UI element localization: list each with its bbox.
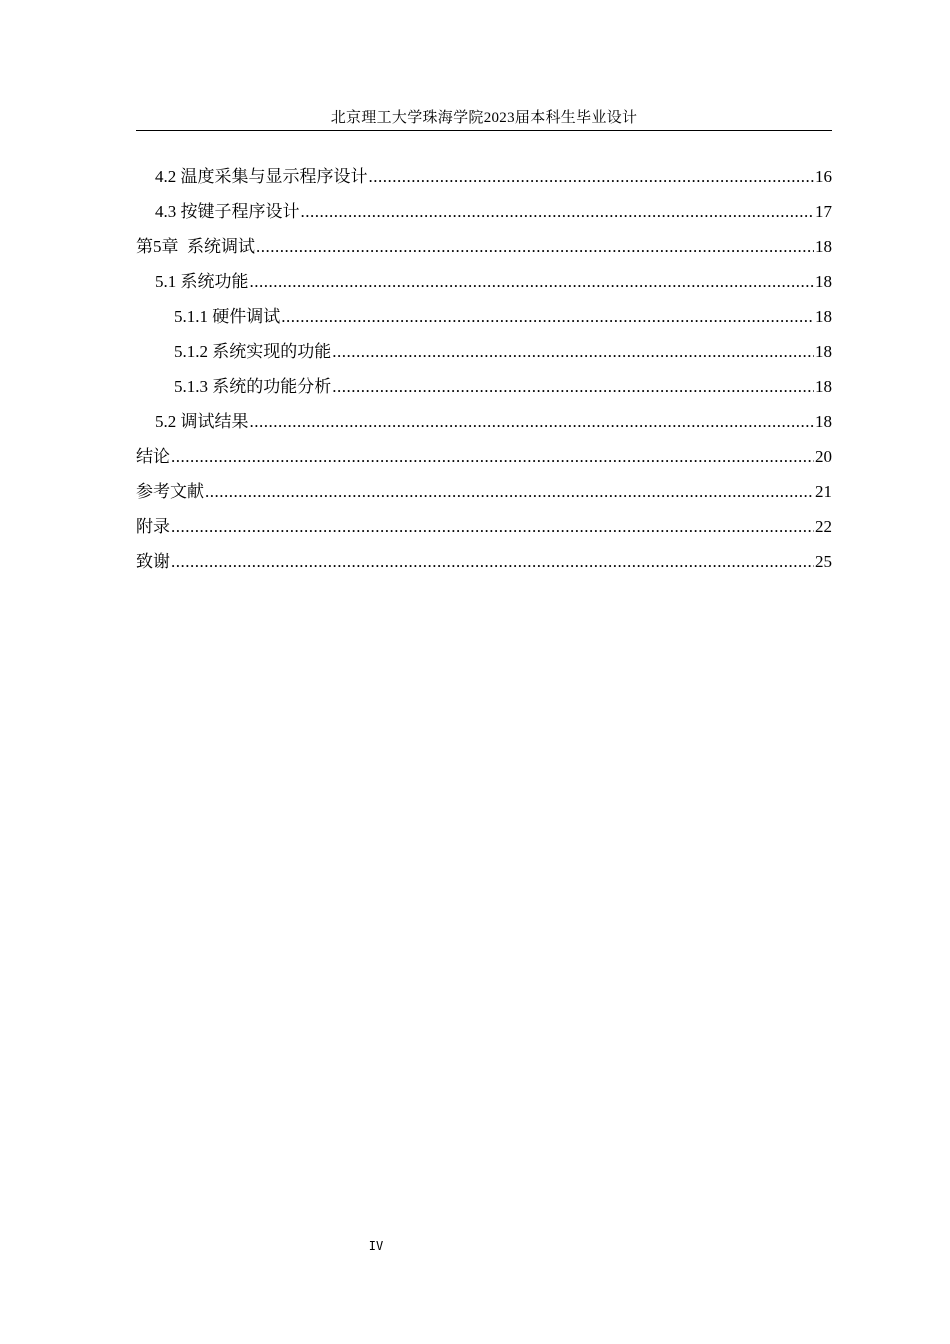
toc-entry-page: 18 [815,237,832,256]
toc-entry-page: 18 [815,342,832,361]
toc-entry-title: 5.1 系统功能 [155,272,249,291]
toc-entry-page: 18 [815,377,832,396]
toc-dot-leader [250,409,815,435]
toc-entry-page: 18 [815,412,832,431]
toc-entry-chapter-5[interactable] [136,234,832,269]
toc-entry-page: 18 [815,272,832,291]
toc-dot-leader [250,269,815,295]
toc-entry-title: 附录 [136,517,170,536]
toc-entry-5-1-2[interactable] [136,339,832,374]
toc-entry-page: 25 [815,552,832,571]
toc-entry-5-1-3[interactable] [136,374,832,409]
toc-entry-title: 5.1.2 系统实现的功能 [174,342,332,361]
toc-entry-page: 18 [815,307,832,326]
page-number: IV [368,1239,384,1253]
toc-entry-4-2[interactable] [136,164,832,199]
toc-entry-acknowledgements[interactable] [136,549,832,584]
toc-entry-page: 17 [815,202,832,221]
toc-dot-leader [332,374,814,400]
toc-entry-page: 16 [815,167,832,186]
running-header: 北京理工大学珠海学院2023届本科生毕业设计 [330,110,638,126]
toc-entry-5-1[interactable] [136,269,832,304]
toc-entry-page: 20 [815,447,832,466]
toc-dot-leader [256,234,814,260]
toc-dot-leader [332,339,814,365]
toc-entry-title: 4.2 温度采集与显示程序设计 [155,167,368,186]
toc-dot-leader [171,444,814,470]
toc-entry-title: 第5章 系统调试 [136,237,255,256]
toc-entry-4-3[interactable] [136,199,832,234]
toc-entry-references[interactable] [136,479,832,514]
toc-entry-conclusion[interactable] [136,444,832,479]
toc-dot-leader [205,479,814,505]
toc-dot-leader [369,164,815,190]
table-of-contents [136,164,832,584]
toc-entry-page: 21 [815,482,832,501]
header-rule [136,130,832,131]
toc-entry-title: 致谢 [136,552,170,571]
toc-dot-leader [301,199,815,225]
toc-entry-5-2[interactable] [136,409,832,444]
toc-entry-appendix[interactable] [136,514,832,549]
toc-entry-title: 5.2 调试结果 [155,412,249,431]
toc-dot-leader [171,514,814,540]
toc-entry-5-1-1[interactable] [136,304,832,339]
toc-entry-title: 5.1.1 硬件调试 [174,307,281,326]
toc-dot-leader [171,549,814,575]
toc-entry-title: 4.3 按键子程序设计 [155,202,300,221]
toc-entry-page: 22 [815,517,832,536]
toc-dot-leader [281,304,814,330]
toc-entry-title: 参考文献 [136,482,204,501]
toc-entry-title: 结论 [136,447,170,466]
toc-entry-title: 5.1.3 系统的功能分析 [174,377,332,396]
